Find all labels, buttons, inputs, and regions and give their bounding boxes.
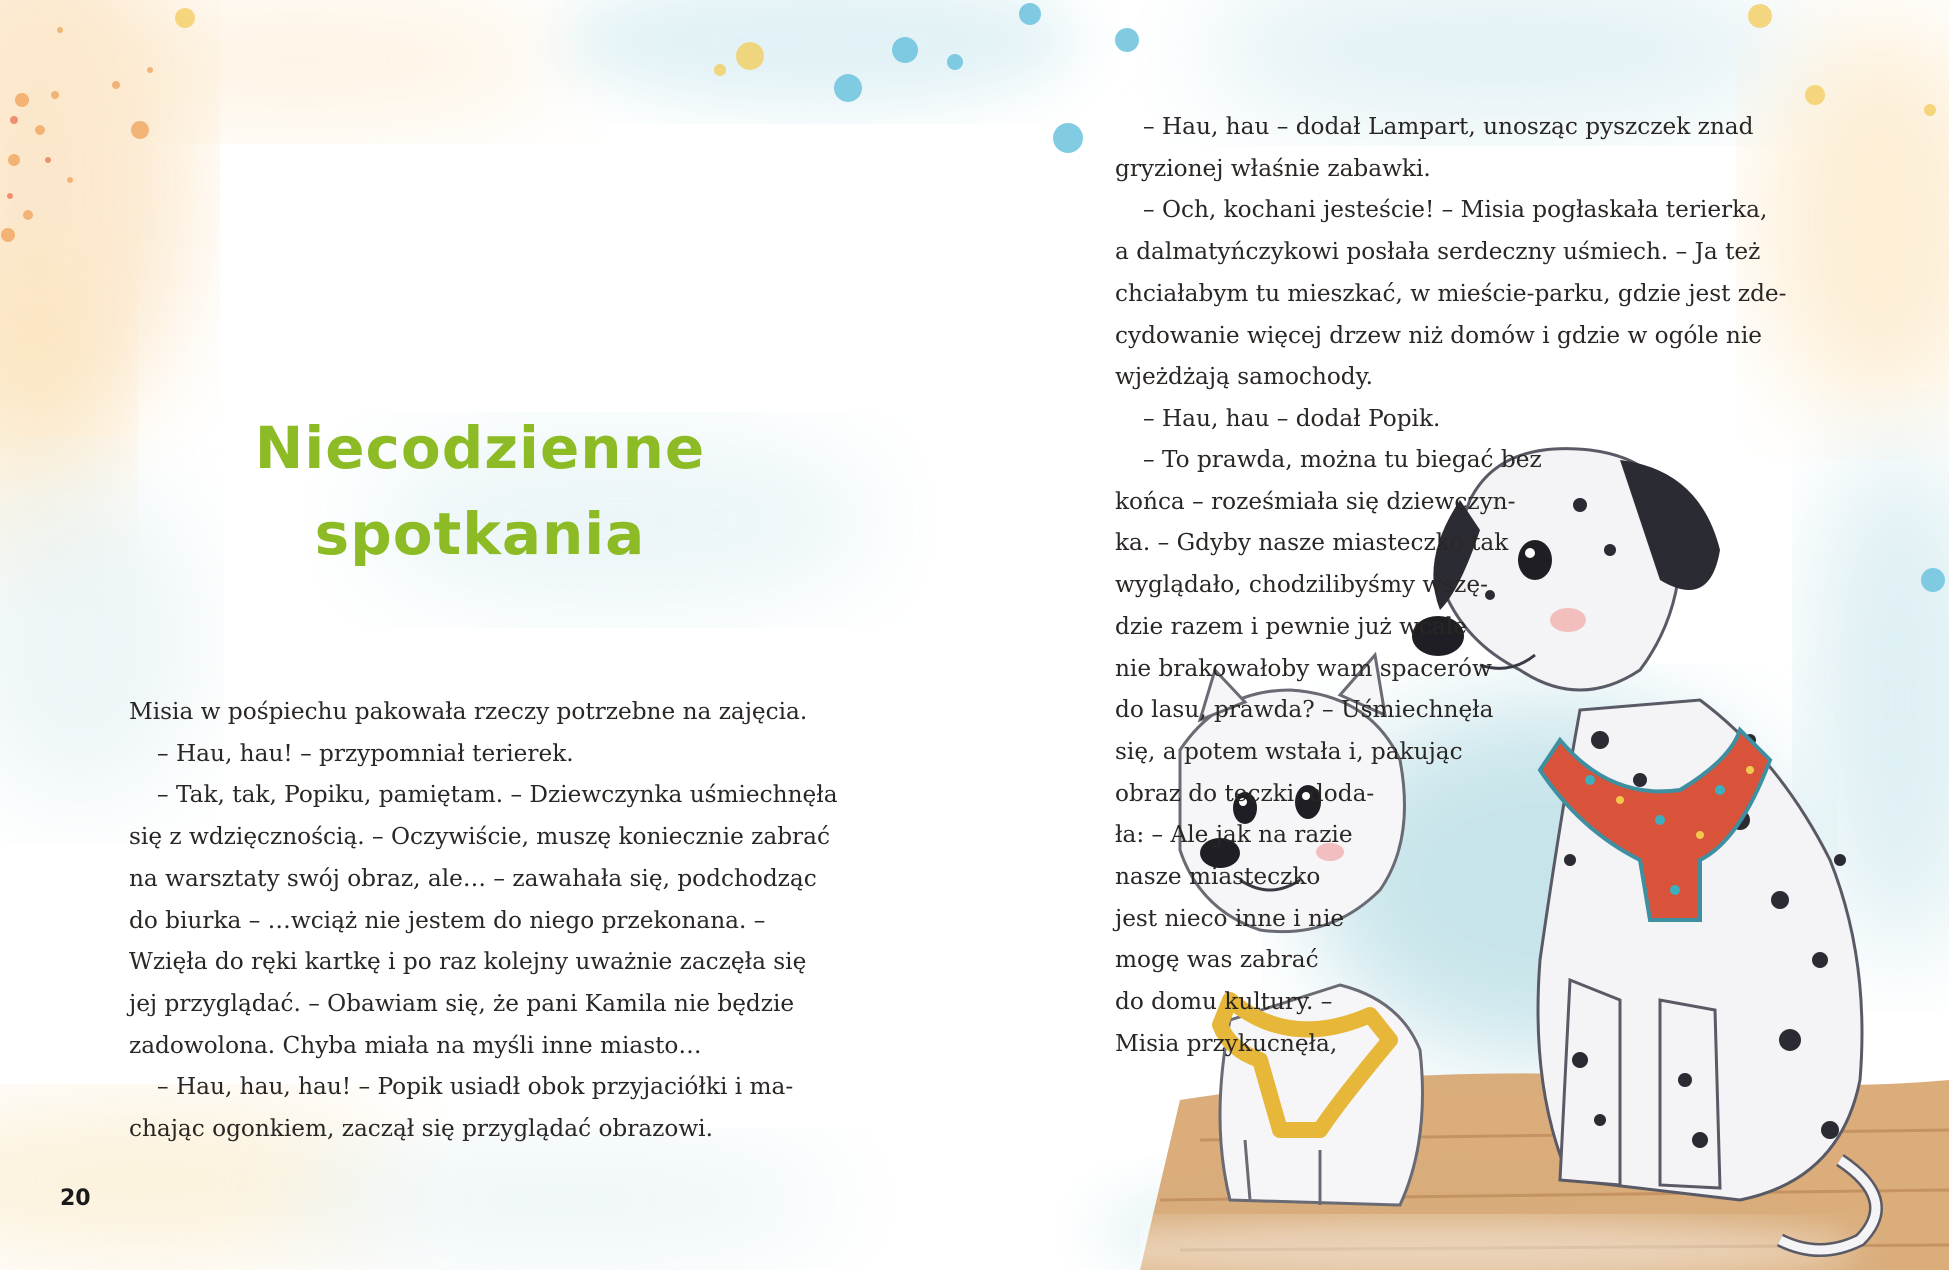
text-line: wjeżdżają samochody.	[1115, 363, 1374, 391]
text-line: na warsztaty swój obraz, ale… – zawahała się, podchodząc	[129, 864, 817, 892]
chapter-title-line-1: Niecodzienne	[254, 414, 706, 482]
text-line: chciałabym tu mieszkać, w mieście-parku, gdzie jest zde-	[1115, 279, 1787, 307]
text-line: gryzionej właśnie zabawki.	[1115, 154, 1431, 182]
text-line: się, a potem wstała i, pakując	[1115, 737, 1463, 765]
text-line: a dalmatyńczykowi posłała serdeczny uśmiech. – Ja też	[1115, 238, 1761, 266]
text-line: – Och, kochani jesteście! – Misia pogłaskała terierka,	[1143, 196, 1768, 224]
text-line: – Hau, hau – dodał Popik.	[1143, 404, 1441, 432]
chapter-title-line-2: spotkania	[314, 500, 646, 568]
right-page-body-text	[1115, 106, 1820, 440]
text-line: ła: – Ale jak na razie	[1115, 821, 1353, 849]
text-line: wyglądało, chodzilibyśmy wszę-	[1115, 571, 1488, 599]
text-line: cydowanie więcej drzew niż domów i gdzie w ogóle nie	[1115, 321, 1763, 349]
text-line: – Hau, hau – dodał Lampart, unosząc pyszczek znad	[1143, 113, 1754, 140]
text-line: do lasu, prawda? – Uśmiechnęła	[1115, 696, 1494, 724]
text-line: chając ogonkiem, zaczął się przyglądać obrazowi.	[129, 1115, 713, 1143]
text-line: – To prawda, można tu biegać bez	[1143, 446, 1542, 473]
text-line: jej przyglądać. – Obawiam się, że pani Kamila nie będzie	[129, 989, 795, 1017]
text-line: do domu kultury. –	[1115, 988, 1333, 1016]
right-page-wrapped-text	[1115, 439, 1585, 1065]
left-page-body-text	[129, 691, 838, 1150]
text-line: do biurka – …wciąż nie jestem do niego przekonana. –	[129, 906, 766, 934]
text-line: obraz do teczki, doda-	[1115, 779, 1375, 807]
text-line: Misia przykucnęła,	[1115, 1029, 1338, 1057]
text-line: ka. – Gdyby nasze miasteczko tak	[1115, 529, 1509, 557]
text-line: Misia w pośpiechu pakowała rzeczy potrzebne na zajęcia.	[129, 698, 808, 725]
text-line: nasze miasteczko	[1115, 863, 1321, 891]
text-line: mogę was zabrać	[1115, 946, 1319, 974]
text-line: jest nieco inne i nie	[1115, 904, 1345, 932]
text-line: dzie razem i pewnie już wcale	[1115, 612, 1467, 640]
text-line: – Hau, hau! – przypomniał terierek.	[157, 739, 574, 767]
text-line: nie brakowałoby wam spacerów	[1115, 654, 1492, 682]
text-line: się z wdzięcznością. – Oczywiście, muszę koniecznie zabrać	[129, 823, 830, 851]
chapter-title	[200, 405, 760, 577]
text-line: – Hau, hau, hau! – Popik usiadł obok przyjaciółki i ma-	[157, 1073, 794, 1101]
text-line: – Tak, tak, Popiku, pamiętam. – Dziewczynka uśmiechnęła	[157, 781, 838, 809]
page-number: 20	[60, 1186, 91, 1211]
text-line: końca – roześmiała się dziewczyn-	[1115, 487, 1516, 515]
text-line: Wzięła do ręki kartkę i po raz kolejny uważnie zaczęła się	[129, 948, 807, 976]
text-line: zadowolona. Chyba miała na myśli inne miasto…	[129, 1031, 702, 1059]
